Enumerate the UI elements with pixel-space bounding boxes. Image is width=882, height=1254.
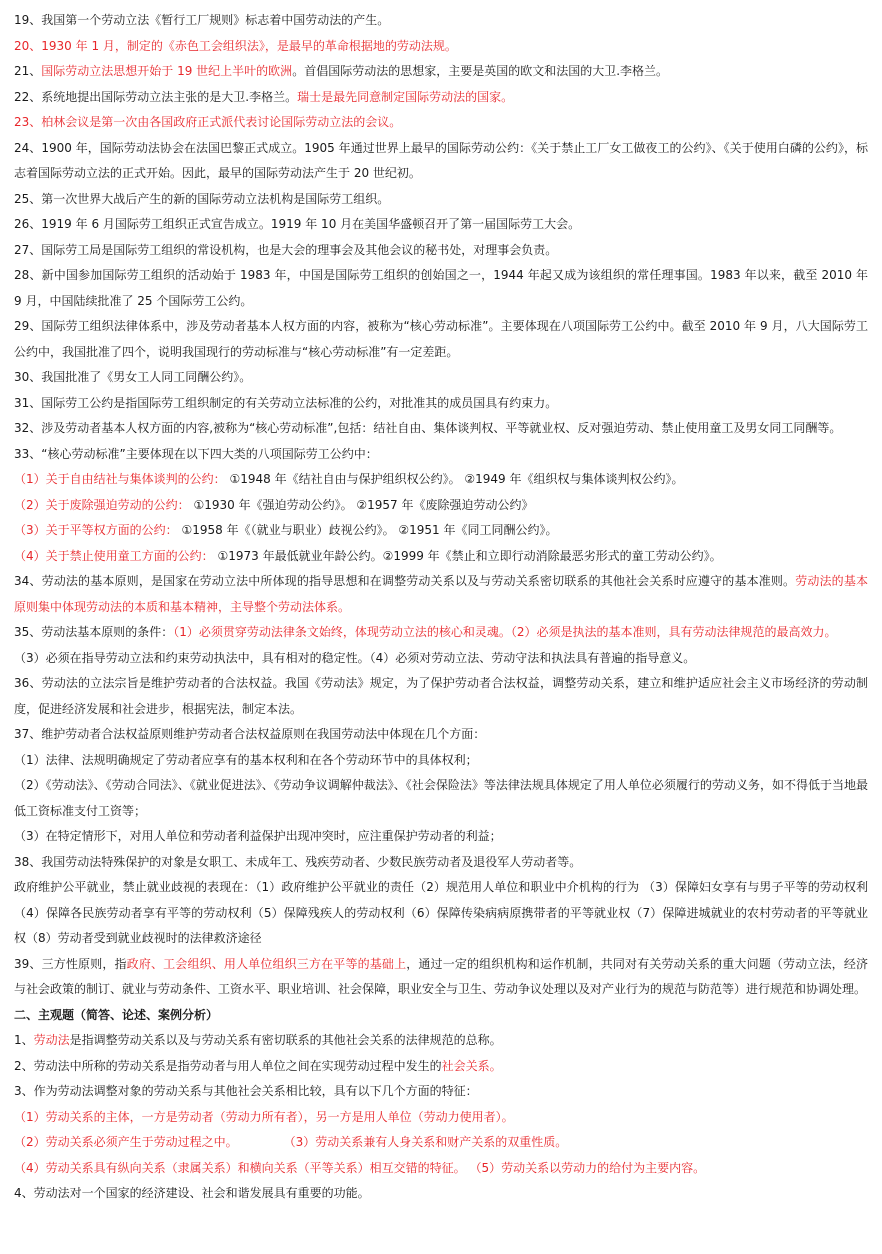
paragraph-p33b bbox=[14, 493, 868, 519]
paragraph-p29 bbox=[14, 314, 868, 365]
text-segment: （2）《劳动法》、《劳动合同法》、《就业促进法》、《劳动争议调解仲裁法》、《社会保险法》等法律法规具体规定了用人单位必须履行的劳动义务，如不得低于当地最低工资标准支付工资等； bbox=[14, 778, 868, 818]
text-segment: 33、“核心劳动标准”主要体现在以下四大类的八项国际劳工公约中： bbox=[14, 446, 378, 461]
text-segment: 25、第一次世界大战后产生的新的国际劳动立法机构是国际劳工组织。 bbox=[14, 191, 390, 206]
text-segment: ①1948 年《结社自由与保护组织权公约》。 ②1949 年《组织权与集体谈判权公约》。 bbox=[225, 472, 684, 486]
highlighted-text: （1）劳动关系的主体，一方是劳动者（劳动力所有者），另一方是用人单位（劳动力使用者）。 bbox=[14, 1109, 514, 1124]
text-segment: （1）法律、法规明确规定了劳动者应享有的基本权利和在各个劳动环节中的具体权利； bbox=[14, 752, 478, 767]
text-segment: 39、三方性原则，指 bbox=[14, 956, 127, 971]
highlighted-text: 政府、工会组织、用人单位组织三方在平等的基础上 bbox=[126, 956, 407, 971]
text-segment: 34、劳动法的基本原则，是国家在劳动立法中所体现的指导思想和在调整劳动关系以及与劳动关系密切联系的其他社会关系时应遵守的基本准则。 bbox=[14, 574, 796, 588]
text-segment: ，通过一定的组织机构和运作机制，共同对有关劳动关系的重大问题（劳动立法，经济与社会政策的制订、就业与劳动条件、工资水平、职业培训、社会保障，职业安全与卫生、劳动争议处理以及对产业行为的规范与防范等）进行规范和协调处理。 bbox=[14, 956, 868, 996]
text-segment: 是指调整劳动关系以及与劳动关系有密切联系的其他社会关系的法律规范的总称。 bbox=[69, 1033, 502, 1047]
paragraph-p22 bbox=[14, 85, 868, 111]
text-segment: 29、国际劳工组织法律体系中，涉及劳动者基本人权方面的内容，被称为“核心劳动标准”。主要体现在八项国际劳工公约中。截至 2010 年 9 月，八大国际劳工公约中，我国批准了四个，说明我国现行的劳动标准与“核心劳动标准”有一定差距。 bbox=[14, 319, 869, 359]
paragraph-p36 bbox=[14, 671, 868, 722]
section-heading: 二、主观题（简答、论述、案例分析） bbox=[14, 1007, 219, 1022]
highlighted-text: 20、1930 年 1 月，制定的《赤色工会组织法》，是最早的革命根据地的劳动法规。 bbox=[14, 38, 457, 53]
paragraph-p24 bbox=[14, 136, 868, 187]
paragraph-p35b bbox=[14, 646, 868, 672]
paragraph-p35 bbox=[14, 620, 868, 646]
paragraph-p37a bbox=[14, 748, 868, 774]
paragraph-p37b bbox=[14, 773, 868, 824]
text-segment: ①1958 年《（就业与职业）歧视公约》。 ②1951 年《同工同酬公约》。 bbox=[177, 523, 558, 537]
text-segment: 27、国际劳工局是国际劳工组织的常设机构，也是大会的理事会及其他会议的秘书处，对理事会负责。 bbox=[14, 242, 558, 257]
paragraph-q1 bbox=[14, 1028, 868, 1054]
text-segment: 22、系统地提出国际劳动立法主张的是大卫.李格兰。 bbox=[14, 89, 298, 104]
text-segment: 政府维护公平就业，禁止就业歧视的表现在：（1）政府维护公平就业的责任（2）规范用人单位和职业中介机构的行为 （3）保障妇女享有与男子平等的劳动权利（4）保障各民族劳动者享有平等的劳动权利（5）保障残疾人的劳动权利（6）保障传染病病原携带者的平等就业权（7）保障进城就业的农村劳动者的平等就业权（8）劳动者受到就业歧视时的法律救济途径 bbox=[14, 880, 868, 945]
paragraph-p19 bbox=[14, 8, 868, 34]
paragraph-p25 bbox=[14, 187, 868, 213]
highlighted-text: 国际劳动立法思想开始于 19 世纪上半叶的欧洲 bbox=[41, 64, 293, 78]
highlighted-text: 劳动法 bbox=[33, 1033, 70, 1047]
highlighted-text: （4）关于禁止使用童工方面的公约： bbox=[14, 548, 214, 563]
paragraph-p39 bbox=[14, 952, 868, 1003]
paragraph-p21 bbox=[14, 59, 868, 85]
paragraph-p26 bbox=[14, 212, 868, 238]
text-segment: 36、劳动法的立法宗旨是维护劳动者的合法权益。我国《劳动法》规定，为了保护劳动者合法权益，调整劳动关系，建立和维护适应社会主义市场经济的劳动制度，促进经济发展和社会进步，根据宪法，制定本法。 bbox=[14, 676, 868, 716]
text-segment: 2、劳动法中所称的劳动关系是指劳动者与用人单位之间在实现劳动过程中发生的 bbox=[14, 1058, 442, 1073]
text-segment: 21、 bbox=[14, 64, 42, 78]
paragraph-p33a bbox=[14, 467, 868, 493]
paragraph-p32 bbox=[14, 416, 868, 442]
text-segment: 32、涉及劳动者基本人权方面的内容,被称为“核心劳动标准”,包括：结社自由、集体谈判权、平等就业权、反对强迫劳动、禁止使用童工及男女同工同酬等。 bbox=[14, 421, 842, 435]
text-segment: 31、国际劳工公约是指国际劳工组织制定的有关劳动立法标准的公约，对批准其的成员国具有约束力。 bbox=[14, 395, 558, 410]
document-body bbox=[14, 8, 868, 1207]
paragraph-p33d bbox=[14, 544, 868, 570]
highlighted-text: （4）劳动关系具有纵向关系（隶属关系）和横向关系（平等关系）相互交错的特征。 （5）劳动关系以劳动力的给付为主要内容。 bbox=[14, 1160, 706, 1175]
highlighted-text: （3）劳动关系兼有人身关系和财产关系的双重性质。 bbox=[283, 1135, 568, 1149]
text-segment: 。首倡国际劳动法的思想家，主要是英国的欧文和法国的大卫.李格兰。 bbox=[292, 64, 669, 78]
highlighted-text: 23、柏林会议是第一次由各国政府正式派代表讨论国际劳动立法的会议。 bbox=[14, 115, 402, 129]
text-segment: 28、新中国参加国际劳工组织的活动始于 1983 年，中国是国际劳工组织的创始国之一，1944 年起又成为该组织的常任理事国。1983 年以来，截至 2010 年 9 月，中国陆续批准了 25 个国际劳工公约。 bbox=[14, 268, 868, 308]
paragraph-q3b bbox=[14, 1130, 868, 1156]
text-segment: 24、1900 年，国际劳动法协会在法国巴黎正式成立。1905 年通过世界上最早的国际劳动公约：《关于禁止工厂女工做夜工的公约》、《关于使用白磷的公约》，标志着国际劳动立法的正式开始。因此，最早的国际劳动法产生于 20 世纪初。 bbox=[14, 140, 868, 180]
text-segment: ①1973 年最低就业年龄公约。②1999 年《禁止和立即行动消除最恶劣形式的童工劳动公约》。 bbox=[213, 548, 722, 563]
paragraph-h2 bbox=[14, 1003, 868, 1029]
paragraph-p31 bbox=[14, 391, 868, 417]
paragraph-p33 bbox=[14, 442, 868, 468]
highlighted-text: （2）劳动关系必须产生于劳动过程之中。 bbox=[14, 1135, 238, 1149]
highlighted-text: （1）关于自由结社与集体谈判的公约： bbox=[14, 472, 226, 486]
highlighted-text: （2）关于废除强迫劳动的公约： bbox=[14, 497, 190, 512]
paragraph-q2 bbox=[14, 1054, 868, 1080]
paragraph-p28 bbox=[14, 263, 868, 314]
paragraph-p34 bbox=[14, 569, 868, 620]
highlighted-text: （3）关于平等权方面的公约： bbox=[14, 523, 178, 537]
paragraph-p37 bbox=[14, 722, 868, 748]
highlighted-text: （1）必须贯穿劳动法律条文始终，体现劳动立法的核心和灵魂。（2）必须是执法的基本准则，具有劳动法律规范的最高效力。 bbox=[173, 625, 837, 639]
text-segment: 30、我国批准了《男女工人同工同酬公约》。 bbox=[14, 370, 252, 384]
paragraph-p27 bbox=[14, 238, 868, 264]
paragraph-p33c bbox=[14, 518, 868, 544]
highlighted-text: 瑞士是最先同意制定国际劳动法的国家。 bbox=[297, 89, 514, 104]
text-segment: 37、维护劳动者合法权益原则维护劳动者合法权益原则在我国劳动法中体现在几个方面： bbox=[14, 727, 486, 741]
text-segment: 3、作为劳动法调整对象的劳动关系与其他社会关系相比较，具有以下几个方面的特征： bbox=[14, 1084, 478, 1098]
paragraph-q3 bbox=[14, 1079, 868, 1105]
text-segment: （3）必须在指导劳动立法和约束劳动执法中，具有相对的稳定性。（4）必须对劳动立法、劳动守法和执法具有普遍的指导意义。 bbox=[14, 650, 696, 665]
paragraph-p30 bbox=[14, 365, 868, 391]
paragraph-q3c bbox=[14, 1156, 868, 1182]
text-segment: （3）在特定情形下，对用人单位和劳动者利益保护出现冲突时，应注重保护劳动者的利益； bbox=[14, 829, 502, 843]
text-segment: 35、劳动法基本原则的条件： bbox=[14, 625, 174, 639]
paragraph-p38 bbox=[14, 850, 868, 876]
paragraph-q3a bbox=[14, 1105, 868, 1131]
text-segment: 19、我国第一个劳动立法《暂行工厂规则》标志着中国劳动法的产生。 bbox=[14, 13, 390, 27]
text-segment: 26、1919 年 6 月国际劳工组织正式宣告成立。1919 年 10 月在美国华盛顿召开了第一届国际劳工大会。 bbox=[14, 217, 581, 231]
text-segment: 4、劳动法对一个国家的经济建设、社会和谐发展具有重要的功能。 bbox=[14, 1186, 370, 1200]
paragraph-q4 bbox=[14, 1181, 868, 1207]
paragraph-p37c bbox=[14, 824, 868, 850]
paragraph-p38b bbox=[14, 875, 868, 952]
highlighted-text: 社会关系。 bbox=[441, 1058, 502, 1073]
paragraph-p20 bbox=[14, 34, 868, 60]
highlighted-text: 劳动法的基本原则集中体现劳动法的本质和基本精神，主导整个劳动法体系。 bbox=[14, 574, 868, 614]
paragraph-p23 bbox=[14, 110, 868, 136]
text-segment: ①1930 年《强迫劳动公约》。 ②1957 年《废除强迫劳动公约》 bbox=[189, 497, 534, 512]
text-segment: 1、 bbox=[14, 1033, 34, 1047]
text-segment: 38、我国劳动法特殊保护的对象是女职工、未成年工、残疾劳动者、少数民族劳动者及退役军人劳动者等。 bbox=[14, 854, 582, 869]
